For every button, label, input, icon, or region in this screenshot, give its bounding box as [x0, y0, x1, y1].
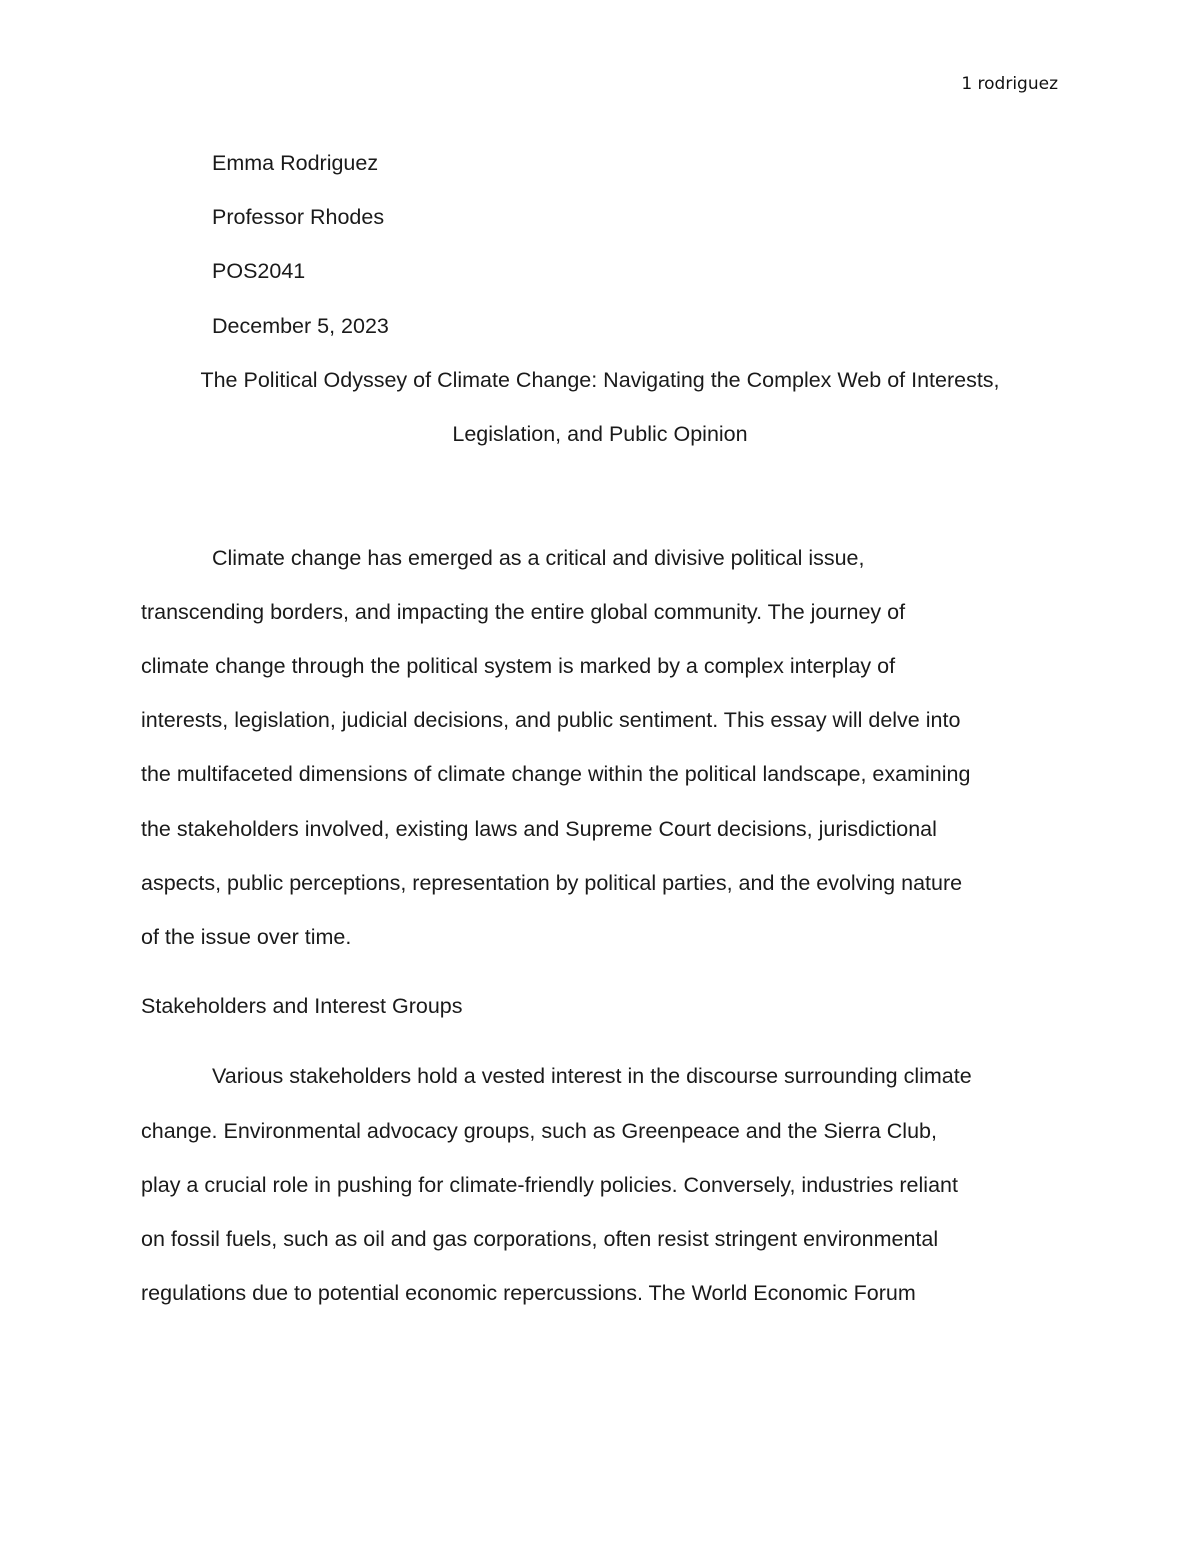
paper-title-line-2: Legislation, and Public Opinion [452, 422, 748, 446]
instructor-name: Professor Rhodes [212, 205, 385, 229]
section-line: regulations due to potential economic repercussions. The World Economic Forum [141, 1281, 916, 1305]
course-code: POS2041 [212, 259, 306, 283]
intro-line: the multifaceted dimensions of climate change within the political landscape, examining [141, 762, 971, 786]
paper-date: December 5, 2023 [212, 314, 389, 338]
running-head: 1 rodriguez [961, 74, 1058, 94]
paper-title-line-1: The Political Odyssey of Climate Change: Navigating the Complex Web of Interests, [200, 368, 1000, 392]
intro-line: Climate change has emerged as a critical and divisive political issue, [212, 546, 865, 570]
section-line: on fossil fuels, such as oil and gas corporations, often resist stringent environmental [141, 1227, 939, 1251]
intro-line: aspects, public perceptions, representation by political parties, and the evolving nature [141, 871, 963, 895]
intro-line: interests, legislation, judicial decisions, and public sentiment. This essay will delve into [141, 708, 961, 732]
intro-line: transcending borders, and impacting the entire global community. The journey of [141, 600, 906, 624]
section-line: Various stakeholders hold a vested interest in the discourse surrounding climate [212, 1064, 972, 1088]
intro-line: of the issue over time. [141, 925, 352, 949]
intro-line: the stakeholders involved, existing laws and Supreme Court decisions, jurisdictional [141, 817, 937, 841]
section-heading: Stakeholders and Interest Groups [141, 994, 463, 1018]
section-line: change. Environmental advocacy groups, such as Greenpeace and the Sierra Club, [141, 1119, 937, 1143]
section-line: play a crucial role in pushing for climate-friendly policies. Conversely, industries reliant [141, 1173, 958, 1197]
intro-line: climate change through the political system is marked by a complex interplay of [141, 654, 896, 678]
author-name: Emma Rodriguez [212, 151, 379, 175]
